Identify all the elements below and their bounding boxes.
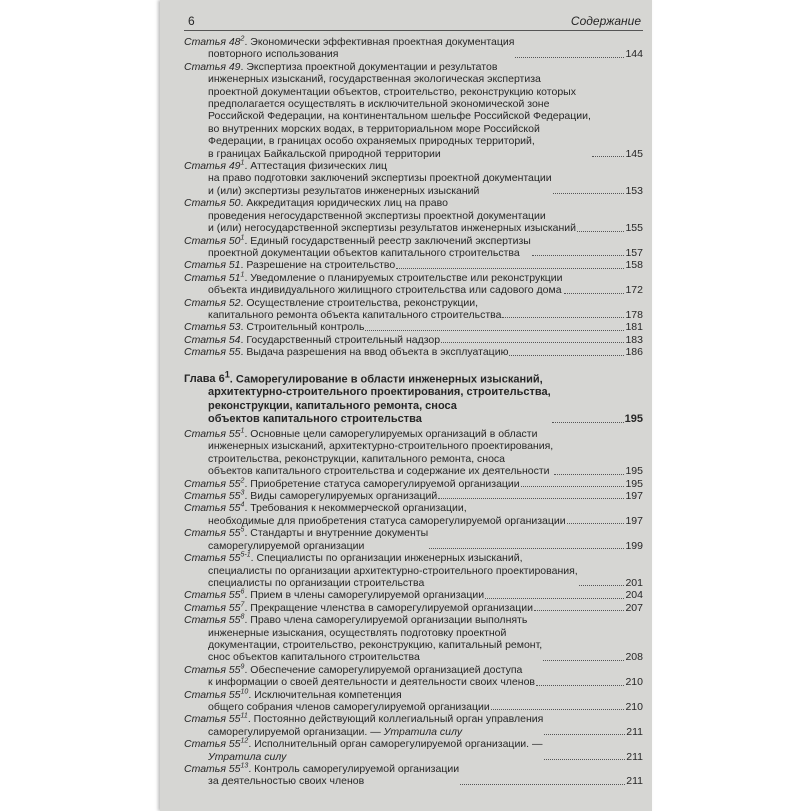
toc-entry-text (184, 197, 576, 234)
toc-label (184, 197, 241, 209)
toc-line-text: к информации о своей деятельности и деятельности своих членов (208, 676, 535, 689)
toc-page-number: 199 (625, 539, 643, 552)
toc-line-text: специалисты по организации архитектурно-строительного проектирования, (208, 564, 578, 577)
toc-label-text: Статья 55 (184, 552, 241, 565)
toc-page-number: 178 (625, 308, 643, 321)
toc-line-text: капитального ремонта объекта капитального строительства (208, 308, 502, 321)
toc-line-text: Основные цели саморегулируемых организаций в области (250, 428, 538, 441)
toc-entry-text (184, 235, 531, 260)
toc-entry[interactable] (184, 527, 643, 552)
toc-line: Статья $51^1$. Уведомление о планируемых строительстве или реконструкции (184, 271, 563, 284)
toc-line (184, 148, 591, 160)
toc-line-text: реконструкции, капитального ремонта, сноса (208, 399, 457, 412)
toc-line-text: Исполнительный орган саморегулируемой организации. — (254, 738, 543, 751)
toc-line (184, 400, 551, 413)
toc-label-sup: 10 (240, 688, 249, 696)
toc-page-number: 211 (626, 750, 643, 763)
toc-label (184, 614, 244, 626)
toc-line: Глава $6^1$. Саморегулирование в области инженерных изысканий, (184, 369, 543, 386)
toc-entry-text (184, 589, 484, 601)
toc-page-number: 207 (625, 601, 643, 614)
toc-entry[interactable] (184, 297, 643, 322)
toc-label-text: Статья 55 (184, 601, 241, 614)
toc-label-text: Статья 53 (184, 321, 241, 334)
toc-line (184, 98, 591, 110)
toc-label (184, 369, 230, 386)
toc-line-text: объектов капитального строительства и содержание их деятельности (208, 465, 550, 478)
toc-label (184, 502, 244, 514)
toc-line-text: в границах Байкальской природной территории (208, 147, 441, 160)
toc-line-text: Уведомление о планируемых строительстве или реконструкции (250, 271, 563, 284)
toc-label-text: Статья 55 (184, 738, 241, 751)
toc-label-sup: 11 (240, 712, 248, 720)
toc-line (184, 676, 535, 688)
toc-leader (521, 486, 625, 487)
running-title: Содержание (570, 14, 641, 28)
toc-entry[interactable] (184, 602, 643, 614)
toc-line-text: Осуществление строительства, реконструкции, (246, 296, 479, 309)
toc-entry-text (184, 160, 552, 197)
toc-label-sup: 13 (240, 762, 249, 770)
toc-entry-text (184, 602, 533, 614)
toc-entry-text (184, 614, 542, 664)
toc-entry[interactable] (184, 346, 643, 358)
toc-line: Статья 50. Аккредитация юридических лиц на право (184, 197, 448, 210)
toc-entry[interactable] (184, 738, 643, 763)
toc-label (184, 589, 244, 601)
toc-label (184, 428, 244, 440)
toc-label (184, 235, 244, 247)
toc-label (184, 36, 244, 48)
toc-line (184, 48, 514, 60)
toc-line-text: необходимые для приобретения статуса саморегулируемой организации (208, 514, 566, 527)
toc-line-text: Строительный контроль (246, 321, 365, 334)
toc-line (184, 86, 591, 98)
toc-page-number: 211 (626, 725, 643, 738)
toc-line (184, 123, 591, 135)
toc-line (184, 651, 542, 663)
toc-entry-text (184, 713, 543, 738)
toc-entry[interactable] (184, 589, 643, 601)
toc-entry-text (184, 490, 437, 502)
toc-line-text: инженерных изысканий, государственная экологическая экспертиза (208, 73, 541, 86)
toc-entry-text (184, 763, 459, 788)
toc-label-text: Статья 55 (184, 614, 241, 627)
toc-leader (552, 422, 624, 423)
toc-label-sup: 7 (240, 601, 245, 609)
toc-entry-text (184, 297, 501, 322)
toc-line-text: общего собрания членов саморегулируемой организации (208, 700, 490, 713)
toc-line (184, 309, 501, 321)
toc-entry-text (184, 664, 535, 689)
toc-line (184, 515, 566, 527)
toc-label-sup: 6 (240, 588, 245, 596)
toc-entry[interactable] (184, 614, 643, 664)
toc-line: Статья $55^{12}$. Исполнительный орган саморегулируемой организации. — (184, 737, 543, 751)
toc-entry[interactable] (184, 197, 643, 234)
toc-line: Статья $50^1$. Единый государственный реестр заключений экспертизы (184, 234, 531, 247)
toc-entry-text (184, 321, 364, 333)
toc-line-text: Прием в члены саморегулируемой организации (250, 589, 485, 602)
toc-entry-text (184, 36, 514, 61)
toc-entry[interactable] (184, 490, 643, 502)
toc-repealed-note: Утратила силу (383, 725, 463, 738)
toc-entry-text (184, 478, 520, 490)
toc-line (184, 222, 576, 234)
toc-label-text: Статья 51 (184, 259, 241, 272)
toc-label-text: Статья 55 (184, 713, 241, 726)
toc-leader (509, 355, 624, 356)
toc-line-text: проектной документации объектов, строительство, реконструкцию которых (208, 85, 576, 98)
toc-label-text: Статья 55 (184, 527, 241, 540)
toc-entry[interactable] (184, 321, 643, 333)
toc-label (184, 321, 241, 333)
toc-line (184, 465, 553, 477)
toc-label-text: Статья 55 (184, 688, 241, 701)
toc-line (184, 775, 459, 787)
toc-line-text: Специалисты по организации инженерных изысканий, (256, 552, 523, 565)
toc-entry[interactable] (184, 763, 643, 788)
toc-line-text: инженерные изыскания, осуществлять подготовку проектной (208, 626, 507, 639)
toc-line: Статья $55^{10}$. Исключительная компетенция (184, 688, 402, 701)
toc-line-text: Стандарты и внутренние документы (250, 527, 429, 540)
toc-leader (365, 330, 624, 331)
toc-line (184, 247, 531, 259)
toc-line-text: за деятельностью своих членов (208, 775, 365, 788)
toc-label-sup: 1 (240, 427, 245, 435)
toc-entry[interactable] (184, 36, 643, 61)
toc-label (184, 527, 244, 539)
toc-line: Статья $55^3$. Виды саморегулируемых организаций (184, 489, 438, 503)
toc-entry-text (184, 272, 563, 297)
toc-line-text: Обеспечение саморегулируемой организацией доступа (250, 663, 523, 676)
toc-label (184, 259, 241, 271)
toc-line (184, 751, 543, 763)
toc-entry[interactable] (184, 61, 643, 160)
toc-line-text: строительства, реконструкции, капитального ремонта, сноса (208, 452, 506, 465)
toc-label-text: Статья 55 (184, 589, 241, 602)
toc-entry-text (184, 334, 440, 346)
toc-line: Статья 49. Экспертиза проектной документации и результатов (184, 60, 498, 73)
toc-line (184, 135, 591, 147)
toc-leader (579, 585, 625, 586)
toc-line-text: Право члена саморегулируемой организации выполнять (250, 614, 528, 627)
toc-line: Статья $55^{13}$. Контроль саморегулируемой организации (184, 762, 460, 775)
toc-leader (592, 156, 625, 157)
toc-line-text: Российской Федерации, на континентальном шельфе Российской Федерации, (208, 110, 591, 123)
toc-label-text: Статья 50 (184, 197, 241, 210)
toc-line-text: повторного использования (208, 48, 339, 61)
toc-line: Статья 52. Осуществление строительства, реконструкции, (184, 296, 479, 309)
toc-line (184, 540, 428, 552)
toc-line: Статья 53. Строительный контроль (184, 321, 365, 334)
toc-label (184, 297, 241, 309)
toc-label-sup: 1 (240, 271, 245, 279)
toc-line-text: и (или) экспертизы результатов инженерных изысканий (208, 184, 480, 197)
toc-line: Статья 54. Государственный строительный надзор (184, 333, 441, 346)
toc-line: Статья $55^6$. Прием в члены саморегулируемой организации (184, 588, 485, 602)
toc-page-number: 181 (625, 321, 643, 334)
toc-label (184, 478, 244, 490)
toc-entry-text (184, 346, 508, 358)
toc-line: Статья $55^5$. Стандарты и внутренние документы (184, 526, 429, 540)
toc-line (184, 185, 552, 197)
toc-entry[interactable] (184, 272, 643, 297)
toc-line (184, 284, 563, 296)
toc-line: Статья $55^7$. Прекращение членства в саморегулируемой организации (184, 601, 533, 614)
toc-line (184, 73, 591, 85)
toc-page-number: 204 (625, 589, 643, 602)
toc-page-number: 197 (625, 514, 643, 527)
toc-label-sup: 2 (240, 477, 245, 485)
toc-leader (396, 268, 624, 269)
toc-entry-text (184, 369, 551, 426)
toc-label-sup: 3 (240, 489, 245, 497)
toc-line-text: Контроль саморегулируемой организации (254, 763, 460, 775)
toc-line-text: Аккредитация юридических лиц на право (246, 197, 448, 210)
toc-line: Статья $55^9$. Обеспечение саморегулируемой организацией доступа (184, 663, 523, 676)
toc-leader (554, 474, 624, 475)
toc-line-text: документации, строительство, реконструкцию, капитальный ремонт, (208, 638, 543, 651)
toc-leader (438, 498, 624, 499)
toc-line-text: Прекращение членства в саморегулируемой организации (250, 601, 533, 614)
toc-entry[interactable] (184, 259, 643, 271)
toc-leader (543, 660, 624, 661)
toc-line-text: Федерации, в границах особо охраняемых природных территорий, (208, 135, 535, 148)
toc-line-text: Единый государственный реестр заключений экспертизы (250, 234, 531, 247)
toc-label (184, 61, 241, 73)
toc-entry[interactable] (184, 689, 643, 714)
toc-line (184, 726, 543, 738)
toc-label-sup: 9 (240, 663, 245, 671)
toc-entry[interactable] (184, 334, 643, 346)
toc-page-number: 155 (625, 222, 643, 235)
toc-label-sup: 12 (240, 737, 249, 745)
toc-entry-text (184, 738, 543, 763)
toc-label-text: Статья 55 (184, 663, 241, 676)
toc-leader (441, 342, 624, 343)
toc-label (184, 160, 244, 172)
toc-label (184, 713, 248, 725)
toc-label-text: Статья 55 (184, 346, 241, 359)
toc-leader (544, 734, 625, 735)
toc-line-text: Экономически эффективная проектная документация (250, 36, 515, 48)
toc-label-text: Статья 55 (184, 428, 241, 441)
toc-line-text: проектной документации объектов капитального строительства (208, 246, 520, 259)
toc-line (184, 440, 553, 452)
toc-repealed-note: Утратила силу (208, 750, 287, 763)
toc-label-sup: 4 (240, 501, 245, 509)
table-of-contents (184, 36, 643, 788)
toc-line (184, 386, 551, 399)
toc-line-text: Приобретение статуса саморегулируемой организации (250, 477, 520, 490)
toc-label-sup: 5 (240, 526, 245, 534)
toc-line-text: инженерных изысканий, архитектурно-строительного проектирования, (208, 440, 554, 453)
toc-line (184, 413, 551, 426)
toc-line-text: архитектурно-строительного проектирования, строительства, (208, 386, 551, 399)
toc-label-sup: 1 (240, 234, 245, 241)
toc-label (184, 346, 241, 358)
toc-line: Статья $49^1$. Аттестация физических лиц (184, 159, 388, 173)
toc-label-text: Статья 55 (184, 490, 241, 503)
toc-page-number: 195 (625, 465, 643, 478)
toc-line-text: объектов капитального строительства (208, 412, 422, 425)
toc-label-text: Статья 48 (184, 36, 241, 48)
toc-page-number: 172 (625, 284, 643, 297)
toc-leader (515, 57, 624, 58)
toc-label-text: Глава 6 (184, 373, 225, 386)
toc-entry-text (184, 259, 395, 271)
toc-entry-text (184, 502, 566, 527)
toc-label-sup: 8 (240, 613, 245, 621)
toc-line: Статья 55$^{5-1}$. Специалисты по организации инженерных изысканий, (184, 551, 523, 565)
toc-line (184, 627, 542, 639)
toc-entry[interactable] (184, 160, 643, 197)
toc-entry-text (184, 428, 553, 478)
toc-line: Статья $55^2$. Приобретение статуса саморегулируемой организации (184, 477, 520, 490)
toc-label-text: Статья 54 (184, 333, 241, 346)
toc-page-number: 144 (625, 48, 643, 61)
toc-line (184, 453, 553, 465)
toc-label-text: Статья 52 (184, 296, 241, 309)
toc-line-text: Требования к некоммерческой организации, (250, 502, 467, 515)
toc-label-sup: 1 (240, 159, 245, 167)
toc-leader (567, 523, 625, 524)
toc-page-number: 210 (625, 700, 643, 713)
toc-label (184, 602, 244, 614)
toc-entry[interactable] (184, 235, 643, 260)
toc-line-text: Разрешение на строительство (246, 259, 396, 272)
toc-leader (577, 231, 624, 232)
toc-label (184, 664, 244, 676)
toc-line-text: Виды саморегулируемых организаций (250, 490, 438, 503)
toc-line-text: Саморегулирование в области инженерных изысканий, (235, 373, 543, 386)
toc-entry[interactable] (184, 713, 643, 738)
toc-label-text: Статья 49 (184, 160, 241, 173)
toc-label-sup: 1 (224, 369, 230, 380)
toc-label-sup: 2 (240, 35, 245, 43)
toc-leader (491, 709, 625, 710)
toc-line-text: специалисты по организации строительства (208, 576, 425, 589)
toc-page-number: 211 (626, 775, 643, 788)
toc-line-text: Государственный строительный надзор (246, 333, 441, 346)
toc-leader (502, 317, 624, 318)
document-page (160, 0, 652, 811)
toc-leader (544, 759, 626, 760)
toc-leader (534, 610, 625, 611)
toc-leader (564, 293, 625, 294)
toc-line (184, 210, 576, 222)
toc-leader (536, 685, 624, 686)
toc-line-text: Постоянно действующий коллегиальный орган управления (253, 713, 544, 726)
toc-line (184, 701, 490, 713)
toc-label (184, 272, 244, 284)
toc-label-text: Статья 55 (184, 502, 241, 515)
toc-entry[interactable] (184, 428, 643, 478)
toc-page-number: 183 (625, 333, 643, 346)
toc-line: Статья $55^{11}$. Постоянно действующий коллегиальный орган управления (184, 712, 544, 726)
toc-line: Статья $55^8$. Право члена саморегулируемой организации выполнять (184, 613, 528, 627)
toc-line-text: Выдача разрешения на ввод объекта в эксплуатацию (246, 346, 509, 359)
toc-page-number: 197 (625, 490, 643, 503)
page-number: 6 (188, 14, 195, 28)
toc-leader (532, 255, 625, 256)
toc-entry[interactable] (184, 664, 643, 689)
toc-line (184, 565, 578, 577)
toc-page-number: 195 (624, 412, 643, 425)
toc-leader (460, 784, 625, 785)
toc-label-text: Статья 51 (184, 271, 241, 284)
toc-line-text: Экспертиза проектной документации и результатов (246, 60, 498, 73)
toc-page-number: 186 (625, 346, 643, 359)
toc-line-text: саморегулируемой организации (208, 539, 365, 552)
toc-line-text: Аттестация физических лиц (250, 160, 388, 173)
toc-page-number: 157 (625, 246, 643, 259)
toc-line-text: проведения негосударственной экспертизы проектной документации (208, 209, 546, 222)
toc-line: Статья $48^2$. Экономически эффективная проектная документация (184, 35, 515, 48)
toc-line-text: во внутренних морских водах, в территориальном море Российской (208, 122, 540, 135)
toc-page-number: 195 (625, 477, 643, 490)
toc-label (184, 490, 244, 502)
toc-entry-text (184, 552, 578, 589)
toc-label-text: Статья 49 (184, 60, 241, 73)
toc-line (184, 639, 542, 651)
toc-page-number: 158 (625, 259, 643, 272)
toc-label-sup: 5-1 (240, 551, 251, 559)
toc-line-text: объекта индивидуального жилищного строительства или садового дома (208, 284, 562, 297)
toc-line: Статья 51. Разрешение на строительство (184, 259, 396, 272)
toc-page-number: 153 (625, 184, 643, 197)
toc-label (184, 334, 241, 346)
toc-entry[interactable] (184, 478, 643, 490)
toc-label (184, 689, 248, 701)
toc-line-text: на право подготовки заключений экспертизы проектной документации (208, 172, 552, 185)
toc-label (184, 763, 248, 775)
toc-label-text: Статья 55 (184, 477, 241, 490)
toc-leader (485, 598, 624, 599)
toc-leader (553, 193, 625, 194)
toc-page-number: 145 (625, 147, 643, 160)
toc-chapter[interactable] (184, 369, 643, 426)
toc-line (184, 172, 552, 184)
toc-line-text: и (или) негосударственной экспертизы результатов инженерных изысканий (208, 222, 577, 235)
page-header (184, 0, 643, 31)
toc-entry[interactable] (184, 502, 643, 527)
toc-page-number: 201 (625, 576, 643, 589)
toc-line: Статья 55. Выдача разрешения на ввод объекта в эксплуатацию (184, 346, 509, 359)
toc-label (184, 738, 248, 750)
toc-entry-text (184, 61, 591, 160)
toc-label-text: Статья 55 (184, 763, 241, 775)
toc-line: Статья $55^4$. Требования к некоммерческой организации, (184, 501, 467, 515)
toc-line-text: снос объектов капитального строительства (208, 651, 420, 664)
toc-page-number: 210 (625, 676, 643, 689)
toc-line-text: предполагается осуществлять в исключительной экономической зоне (208, 98, 550, 111)
toc-line-text: Исключительная компетенция (254, 688, 402, 701)
toc-entry[interactable] (184, 552, 643, 589)
toc-leader (429, 548, 624, 549)
toc-line: Статья $55^1$. Основные цели саморегулируемых организаций в области (184, 427, 538, 441)
toc-label-text: Статья 50 (184, 234, 241, 247)
toc-line (184, 110, 591, 122)
toc-label (184, 552, 251, 564)
toc-line-text: саморегулируемой организации. — (208, 725, 381, 738)
toc-page-number: 208 (625, 651, 643, 664)
toc-line (184, 577, 578, 589)
toc-entry-text (184, 689, 490, 714)
toc-entry-text (184, 527, 428, 552)
